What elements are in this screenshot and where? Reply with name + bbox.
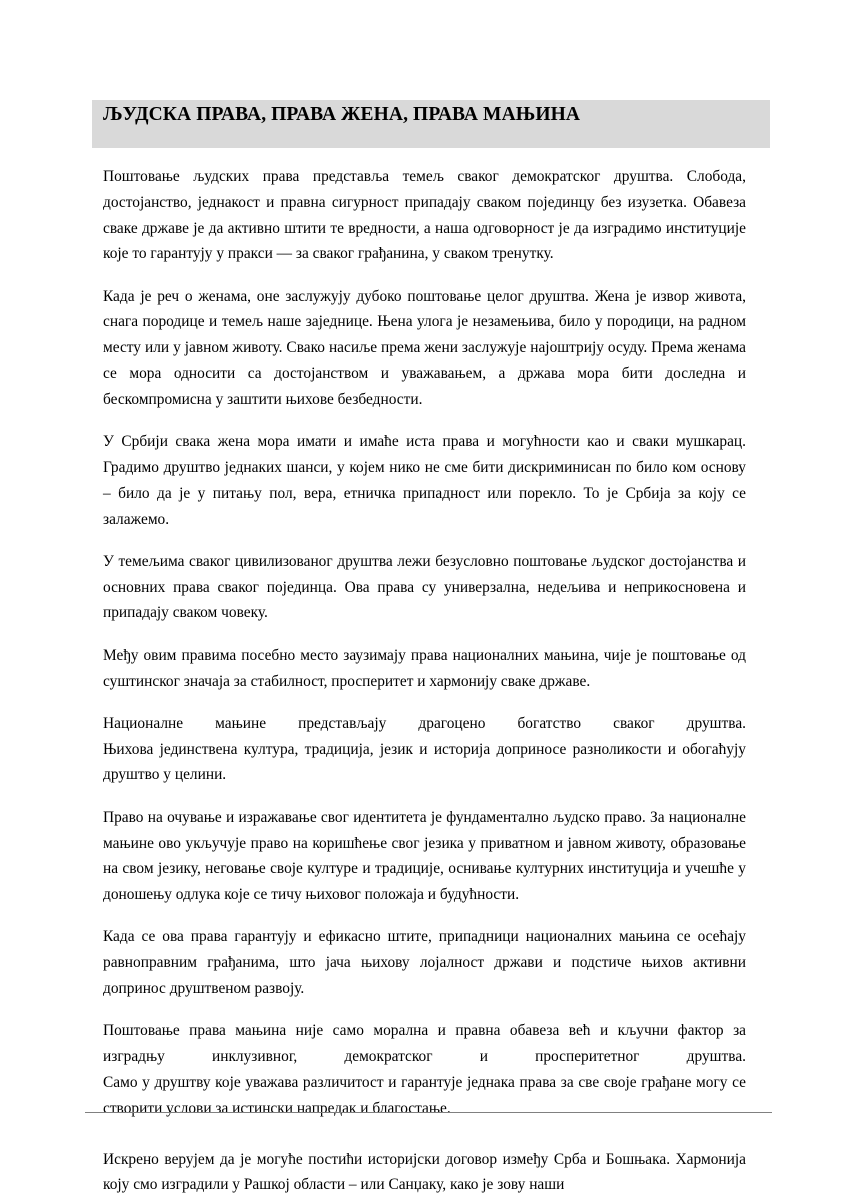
paragraph-6-line-2: Њихова јединствена култура, традиција, језик и историја доприносе разноликости и обогаћују друштво у целини. <box>103 740 746 784</box>
title-banner <box>92 100 770 148</box>
paragraph-4: У темељима сваког цивилизованог друштва лежи безусловно поштовање људског достојанства и основних права сваког појединца. Ова права су универзална, недељива и неприкосновена и припадају сваком човеку. <box>103 552 746 622</box>
paragraph-9-line-1: Поштовање права мањина није само морална и правна обавеза већ и кључни фактор за <box>103 1022 746 1040</box>
paragraph-9-line-3: Само у друштву које уважава различитост и гарантује једнака права за све своје грађане могу се створити услови за истински напредак и благостање. <box>103 1073 746 1117</box>
paragraph-2: Када је реч о женама, оне заслужују дубоко поштовање целог друштва. Жена је извор живота, снага породице и темељ наше заједнице. Њена улога је незамењива, било у породици, на радном месту или у јавном животу. Свако насиље према жени заслужује најоштрију осуду. Према женама се мора односити са достојанством и уважавањем, а држава мора бити доследна и бескомпромисна у заштити њихове безбедности. <box>103 287 746 408</box>
paragraph-9 <box>103 1018 746 1121</box>
paragraph-3: У Србији свака жена мора имати и имаће иста права и могућности као и сваки мушкарац. Градимо друштво једнаких шанси, у којем нико не сме бити дискриминисан по било ком основу – било да је у питању пол, вера, етничка припадност или порекло. То је Србија за коју се залажемо. <box>103 433 746 528</box>
paragraph-7: Право на очување и изражавање свог идентитета је фундаментално људско право. За националне мањине ово укључује право на коришћење свог језика у приватном и јавном животу, образовање на свом језику, неговање своје културе и традиције, оснивање културних институција и учешће у доношењу одлука које се тичу њиховог положаја и будућности. <box>103 808 746 904</box>
page-title: ЉУДСКА ПРАВА, ПРАВА ЖЕНА, ПРАВА МАЊИНА <box>103 104 581 125</box>
paragraph-8: Када се ова права гарантују и ефикасно штите, припадници националних мањина се осећају равноправним грађанима, што јача њихову лојалност држави и подстиче њихов активни допринос друштвеном развоју. <box>103 928 746 998</box>
paragraph-6 <box>103 711 746 788</box>
paragraph-9-line-2: изградњу инклузивног, демократског и просперитетног друштва. <box>103 1048 746 1066</box>
paragraph-1: Поштовање људских права представља темељ сваког демократског друштва. Слобода, достојанство, једнакост и правна сигурност припадају сваком појединцу без изузетка. Обавеза сваке државе је да активно штити те вредности, а наша одговорност је да изградимо институције које то гарантују у пракси — за сваког грађанина, у сваком тренутку. <box>103 168 746 263</box>
footer-separator <box>85 1112 772 1113</box>
paragraph-6-line-1: Националне мањине представљају драгоцено богатство сваког друштва. <box>103 714 746 732</box>
paragraph-10: Искрено верујем да је могуће постићи историјски договор између Срба и Бошњака. Хармонија коју смо изградили у Рашкој области – или Санџаку, како је зову наши <box>103 1150 746 1194</box>
paragraph-5: Међу овим правима посебно место заузимају права националних мањина, чије је поштовање од суштинског значаја за стабилност, просперитет и хармонију сваке државе. <box>103 646 746 690</box>
document-body <box>103 164 746 1200</box>
